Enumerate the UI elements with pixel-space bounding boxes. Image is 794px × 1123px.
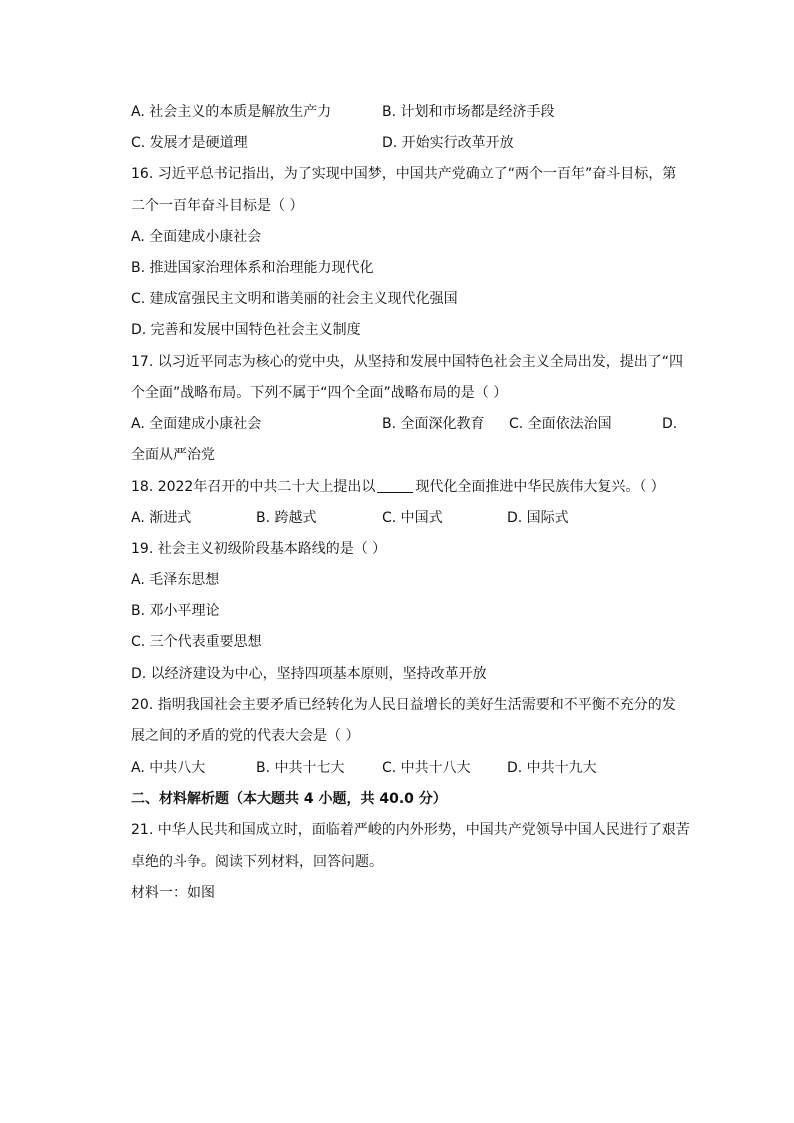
q20-option-b: B. 中共十七大: [256, 760, 345, 776]
q19-stem: 19. 社会主义初级阶段基本路线的是（ ）: [131, 541, 387, 557]
q16-stem-line1: 16. 习近平总书记指出，为了实现中国梦，中国共产党确立了“两个一百年”奋斗目标，第: [131, 166, 677, 182]
q17-stem-line2: 个全面”战略布局。下列不属于“四个全面”战略布局的是（ ）: [131, 385, 508, 401]
q17-option-d-label: D.: [662, 416, 678, 432]
q21-stem-line1: 21. 中华人民共和国成立时，面临着严峻的内外形势，中国共产党领导中国人民进行了艰苦: [131, 822, 690, 838]
q18-option-d: D. 国际式: [507, 510, 569, 526]
q15-option-b: B. 计划和市场都是经济手段: [382, 104, 555, 120]
q20-stem-line1: 20. 指明我国社会主要矛盾已经转化为人民日益增长的美好生活需要和不平衡不充分的发: [131, 697, 676, 713]
q18-stem-before: 18. 2022年召开的中共二十大上提出以: [131, 479, 376, 495]
q19-option-c: C. 三个代表重要思想: [131, 634, 262, 650]
q18-option-b: B. 跨越式: [256, 510, 317, 526]
q16-option-c: C. 建成富强民主文明和谐美丽的社会主义现代化强国: [131, 291, 458, 307]
q19-option-d: D. 以经济建设为中心，坚持四项基本原则，坚持改革开放: [131, 666, 487, 682]
q19-option-a: A. 毛泽东思想: [131, 572, 220, 588]
q21-material-label: 材料一：如图: [131, 885, 215, 901]
q20-stem-line2: 展之间的矛盾的党的代表大会是（ ）: [131, 728, 360, 744]
q17-option-d-text: 全面从严治党: [131, 447, 215, 463]
q17-stem-line1: 17. 以习近平同志为核心的党中央，从坚持和发展中国特色社会主义全局出发，提出了“四: [131, 354, 683, 370]
q20-option-d: D. 中共十九大: [507, 760, 597, 776]
q18-blank: [377, 478, 413, 493]
q16-option-d: D. 完善和发展中国特色社会主义制度: [131, 322, 361, 338]
q20-option-a: A. 中共八大: [131, 760, 206, 776]
q18-option-c: C. 中国式: [382, 510, 443, 526]
q17-option-a: A. 全面建成小康社会: [131, 416, 262, 432]
q20-option-c: C. 中共十八大: [382, 760, 471, 776]
section-heading: 二、材料解析题（本大题共 4 小题，共 40.0 分）: [131, 791, 447, 807]
q18-option-a: A. 渐进式: [131, 510, 192, 526]
q16-option-a: A. 全面建成小康社会: [131, 229, 262, 245]
q17-option-b: B. 全面深化教育: [382, 416, 485, 432]
q15-option-a: A. 社会主义的本质是解放生产力: [131, 104, 332, 120]
q15-option-c: C. 发展才是硬道理: [131, 135, 248, 151]
q19-option-b: B. 邓小平理论: [131, 603, 220, 619]
q15-option-d: D. 开始实行改革开放: [382, 135, 514, 151]
q18-stem-after: 现代化全面推进中华民族伟大复兴。（ ）: [415, 479, 665, 495]
q16-option-b: B. 推进国家治理体系和治理能力现代化: [131, 260, 374, 276]
q18-stem: [131, 477, 665, 497]
q16-stem-line2: 二个一百年奋斗目标是（ ）: [131, 198, 304, 214]
q17-option-c: C. 全面依法治国: [509, 416, 612, 432]
q21-stem-line2: 卓绝的斗争。阅读下列材料，回答问题。: [131, 854, 383, 870]
